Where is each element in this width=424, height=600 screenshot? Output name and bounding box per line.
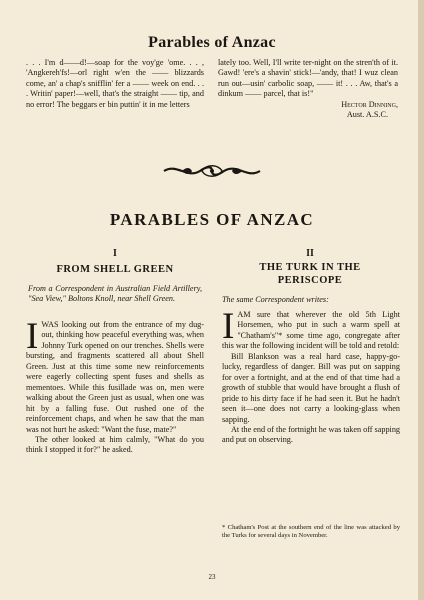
article-title: PARABLES OF ANZAC [109, 210, 315, 229]
author-signature-unit: Aust. A.S.C. [346, 110, 388, 120]
continued-paragraph-left: . . . I'm d——d!—soap for the voy'ge 'ome. . . , 'Angkereh'fs!—orl right w'en the —— blizzards come, an' a chap's snifflin' fer a —— week on end. . . . Writin' paper!—well, that's the straight —— tip, and no error! The beggars er bin puttin' it in me letters [26, 58, 204, 109]
page-edge [418, 0, 424, 600]
continued-text-right [218, 58, 398, 120]
decorative-ornament [162, 160, 262, 182]
section-byline-2: The same Correspondent writes: [222, 295, 329, 304]
footnote: * Chatham's Post at the southern end of the line was attacked by the Turks for several days in November. [222, 524, 400, 539]
section-title-2-line2: PERISCOPE [277, 275, 343, 286]
section-number-2: II [306, 248, 314, 259]
section-byline-1: From a Correspondent in Australian Field Artillery, "Sea View," Boltons Knoll, near Shell Green. [28, 284, 202, 304]
section1-paragraph-1: WAS looking out from the entrance of my dug-out, thinking how peaceful everything was, when Johnny Turk opened on our trenches. Shells were bursting, and fragments scattered all about Shell Green. Just at this time some new reinforcements were eagerly collecting spent fuses and shells as mementoes. While this fusillade was on, men were walking about the Green just as usual, when one was hit by a falling fuse. Out rushed one of the reinforcement chaps, and when he saw that the man was not hurt he asked: "Want the fuse, mate?" [26, 320, 204, 434]
section-title-2-line1: THE TURK IN THE [259, 262, 361, 273]
drop-cap-1: I [26, 316, 39, 357]
section2-paragraph-3: At the end of the fortnight he was taken off sapping and put on observing. [222, 424, 401, 445]
continued-text-left [26, 58, 204, 110]
drop-cap-2: I [222, 306, 235, 347]
author-signature-name: Hector Dinning, [341, 99, 398, 109]
section-title-2 [220, 261, 400, 287]
section2-paragraph-1: AM sure that wherever the old 5th Light Horsemen, who put in such a warm spell at "Chatham's"* some time ago, congregate after this war the following incident will be told and retold: [222, 310, 400, 351]
section-body-1 [26, 316, 204, 456]
section-title-1: FROM SHELL GREEN [56, 264, 174, 275]
section-number-1: I [113, 248, 117, 259]
section-body-2 [222, 306, 401, 446]
section1-paragraph-2: The other looked at him calmly, "What do you think I stopped it for?" he asked. [26, 434, 204, 455]
continued-paragraph-right: lately too. Well, I'll write ter-night on the stren'th of it. Gawd! 'ere's a shavin' stick!—'andy, that! I wuz clean run out—usin' carbolic soap, —— it! . . . Aw, that's a dinkum —— parcel, that is!" [218, 58, 398, 99]
section2-paragraph-2: Bill Blankson was a real hard case, happy-go-lucky, regardless of danger. Bill was put on sapping for over a fortnight, and at the end of that time had a growth of stubble that would have brought a flush of pride to his dirty face if he had seen it. But he hadn't seen it—one does not carry a looking-glass when sapping. [222, 351, 400, 424]
running-head: Parables of Anzac [148, 34, 276, 51]
page-number: 23 [208, 573, 216, 581]
